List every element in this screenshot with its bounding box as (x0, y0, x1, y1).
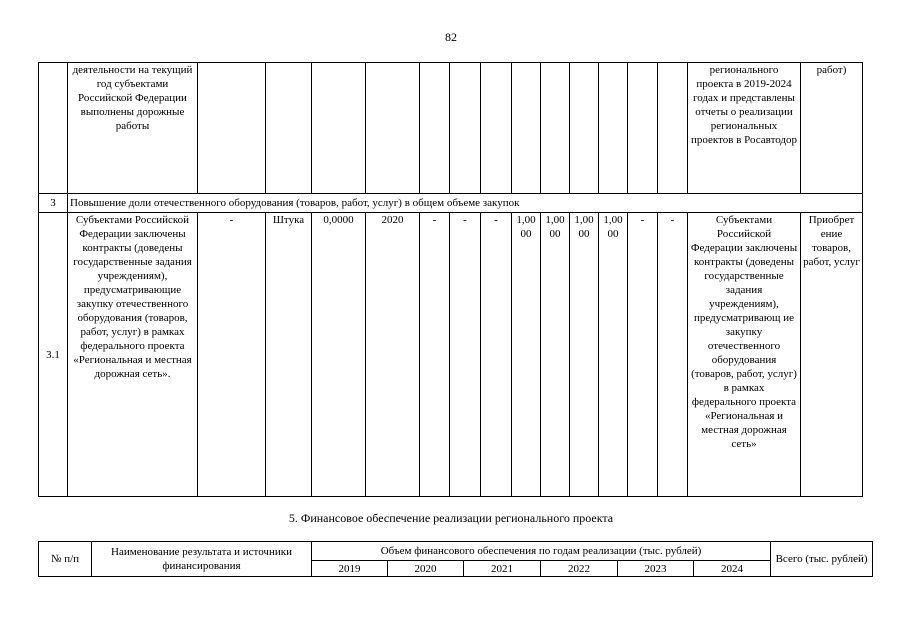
value-cell: 1,00 00 (599, 213, 628, 497)
dash-cell: - (198, 213, 266, 497)
header-row (39, 542, 873, 561)
dash-cell: - (658, 213, 688, 497)
table-row (39, 213, 863, 497)
value-cell: 1,00 00 (512, 213, 541, 497)
finance-table (38, 541, 873, 577)
dash-cell: - (481, 213, 512, 497)
report-cell: регионального проекта в 2019-2024 годах и представлены отчеты о реализации региональных проектов в Росавтодор (688, 63, 801, 194)
page-number: 82 (445, 30, 457, 44)
section-title: 5. Финансовое обеспечение реализации регионального проекта (288, 511, 614, 525)
year-header: 2024 (694, 561, 771, 577)
base-year-cell: 2020 (366, 213, 420, 497)
col-num-header: № п/п (39, 542, 92, 577)
year-header: 2023 (618, 561, 694, 577)
year-header: 2019 (312, 561, 388, 577)
table-row-section (39, 194, 863, 213)
result-name-cell: Субъектами Российской Федерации заключены контракты (доведены государственные задания учреждениям), предусматривающие закупку отечественного оборудования (товаров, работ, услуг) в рамках федерального проекта «Региональная и местная дорожная сеть». (68, 213, 198, 497)
base-value-cell: 0,0000 (312, 213, 366, 497)
value-cell: 1,00 00 (541, 213, 570, 497)
report-cell: Субъектами Российской Федерации заключены контракты (доведены государственные задания учреждениям), предусматривающ ие закупку отечественного оборудования (товаров, работ, услуг) в рамках федерального проекта «Региональная и местная дорожная сеть» (688, 213, 801, 497)
type-cell: Приобрет ение товаров, работ, услуг (801, 213, 863, 497)
result-name-cell: деятельности на текущий год субъектами Российской Федерации выполнены дорожные работы (68, 63, 198, 194)
dash-cell: - (450, 213, 481, 497)
dash-cell: - (420, 213, 450, 497)
row-number: 3 (39, 194, 68, 213)
section-heading: Повышение доли отечественного оборудования (товаров, работ, услуг) в общем объеме закупок (68, 194, 863, 213)
unit-cell: Штука (266, 213, 312, 497)
type-cell: работ) (801, 63, 863, 194)
col-name-header: Наименование результата и источники финансирования (92, 542, 312, 577)
results-table (38, 62, 863, 497)
value-cell: 1,00 00 (570, 213, 599, 497)
year-header: 2020 (388, 561, 464, 577)
col-volume-header: Объем финансового обеспечения по годам реализации (тыс. рублей) (312, 542, 771, 561)
year-header: 2022 (541, 561, 618, 577)
table-row-continued (39, 63, 863, 194)
row-number: 3.1 (39, 213, 68, 497)
col-total-header: Всего (тыс. рублей) (771, 542, 873, 577)
dash-cell: - (628, 213, 658, 497)
year-header: 2021 (464, 561, 541, 577)
